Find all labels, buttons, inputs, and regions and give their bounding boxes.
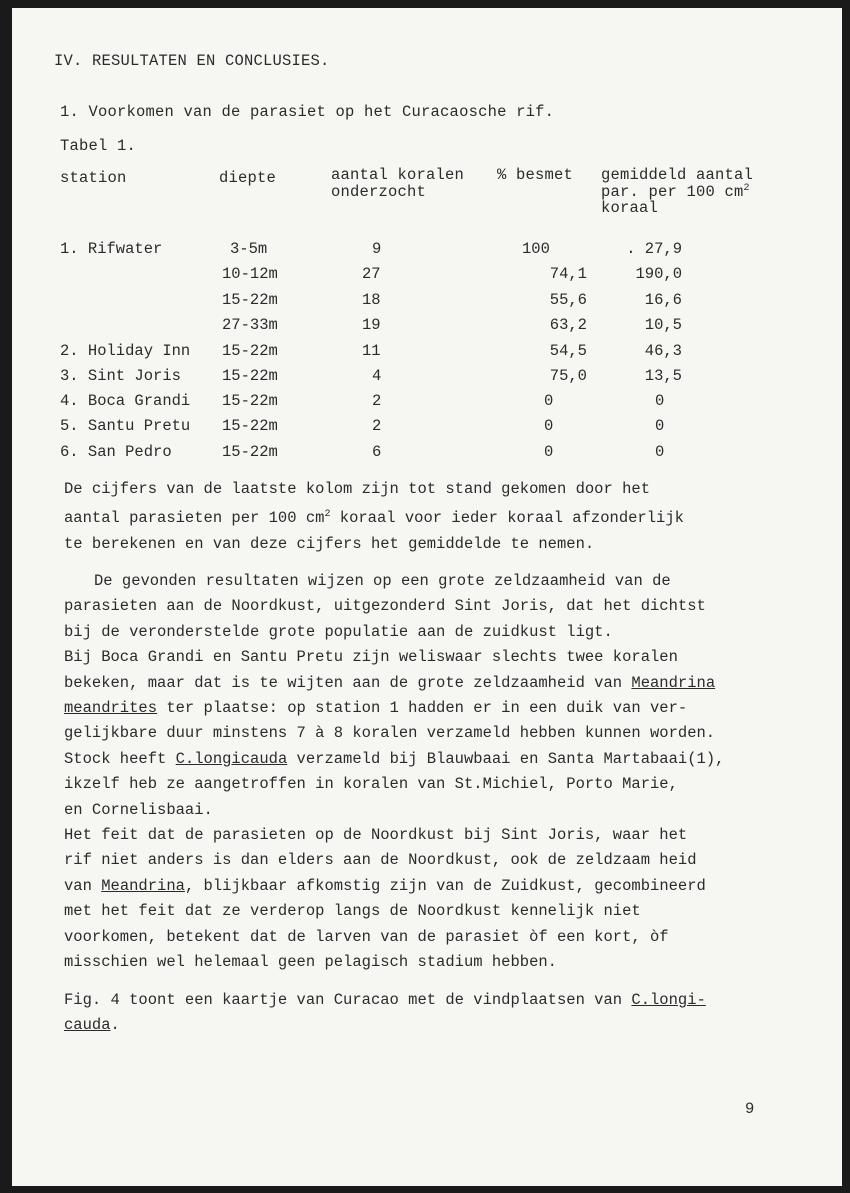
para2-line: parasieten aan de Noordkust, uitgezonderd Sint Joris, dat het dichtst bbox=[64, 597, 706, 616]
para2-line: Stock heeft C.longicauda verzameld bij Blauwbaai en Santa Martabaai(1), bbox=[64, 749, 725, 768]
cell-koralen: 9 bbox=[372, 240, 382, 258]
header-koralen-2: onderzocht bbox=[331, 183, 427, 201]
cell-besmet: 0 bbox=[544, 417, 554, 435]
table-row bbox=[12, 443, 842, 467]
cell-station: 6. San Pedro bbox=[60, 443, 172, 461]
para3-line: Fig. 4 toont een kaartje van Curacao met de vindplaatsen van C.longi- bbox=[64, 991, 706, 1009]
cell-station: 1. Rifwater bbox=[60, 240, 163, 258]
cell-diepte: 15-22m bbox=[222, 342, 278, 360]
cell-diepte: 3-5m bbox=[230, 240, 268, 258]
species-c-longicauda: C.longicauda bbox=[175, 749, 288, 768]
para1-line: aantal parasieten per 100 $cm^2$ koraal voor ieder koraal afzonderlijk bbox=[64, 509, 684, 528]
header-station: station bbox=[60, 169, 127, 187]
cell-station: 3. Sint Joris bbox=[60, 367, 181, 385]
cell-koralen: 27 bbox=[362, 265, 381, 283]
cell-diepte: 27-33m bbox=[222, 316, 278, 334]
cell-besmet: 0 bbox=[544, 443, 554, 461]
table-row bbox=[12, 367, 842, 391]
para2-line: meandrites ter plaatse: op station 1 hadden er in een duik van ver- bbox=[64, 699, 688, 718]
cell-gem: 0 bbox=[655, 392, 665, 410]
table-row bbox=[12, 291, 842, 315]
cell-koralen: 18 bbox=[362, 291, 381, 309]
cell-diepte: 10-12m bbox=[222, 265, 278, 283]
para1-line: te berekenen en van deze cijfers het gemiddelde te nemen. bbox=[64, 534, 595, 553]
para2-line: ikzelf heb ze aangetroffen in koralen van St.Michiel, Porto Marie, bbox=[64, 775, 678, 794]
cell-besmet: 55,6 bbox=[549, 291, 587, 309]
paragraph-2 bbox=[64, 569, 724, 976]
para2-line: bekeken, maar dat is te wijten aan de grote zeldzaamheid van Meandrina bbox=[64, 673, 716, 692]
para2-line: en Cornelisbaai. bbox=[64, 800, 213, 819]
page-number: 9 bbox=[745, 1100, 755, 1118]
paragraph-3 bbox=[64, 988, 706, 1039]
cell-gem: 10,5 bbox=[644, 316, 682, 334]
cell-gem: 0 bbox=[655, 443, 665, 461]
cell-koralen: 2 bbox=[372, 392, 382, 410]
species-c-longicauda: cauda bbox=[64, 1016, 111, 1035]
cell-diepte: 15-22m bbox=[222, 443, 278, 461]
table-row bbox=[12, 342, 842, 366]
para1-line: De cijfers van de laatste kolom zijn tot stand gekomen door het bbox=[64, 480, 650, 498]
para2-line: Het feit dat de parasieten op de Noordkust bij Sint Joris, waar het bbox=[64, 826, 688, 845]
para2-line: van Meandrina, blijkbaar afkomstig zijn van de Zuidkust, gecombineerd bbox=[64, 876, 706, 895]
cell-diepte: 15-22m bbox=[222, 291, 278, 309]
cell-besmet: 0 bbox=[544, 392, 554, 410]
cell-besmet: 100 bbox=[522, 240, 550, 258]
cell-gem: 13,5 bbox=[644, 367, 682, 385]
cell-station: 2. Holiday Inn bbox=[60, 342, 191, 360]
cell-gem: 0 bbox=[655, 417, 665, 435]
para3-line: cauda. bbox=[64, 1016, 120, 1035]
header-gem-3: koraal bbox=[601, 199, 659, 217]
para2-line: met het feit dat ze verderop langs de Noordkust kennelijk niet bbox=[64, 902, 641, 921]
para2-line: gelijkbare duur minstens 7 à 8 koralen verzameld hebben kunnen worden. bbox=[64, 724, 716, 743]
cell-station: 4. Boca Grandi bbox=[60, 392, 191, 410]
table-row bbox=[12, 392, 842, 416]
species-meandrina: Meandrina bbox=[101, 876, 185, 895]
cell-koralen: 19 bbox=[362, 316, 381, 334]
cell-besmet: 75,0 bbox=[549, 367, 587, 385]
header-koralen-1: aantal koralen bbox=[331, 166, 465, 184]
cell-besmet: 74,1 bbox=[549, 265, 587, 283]
cell-gem: 190,0 bbox=[635, 265, 682, 283]
cell-koralen: 2 bbox=[372, 417, 382, 435]
cell-besmet: 54,5 bbox=[549, 342, 587, 360]
para2-line: voorkomen, betekent dat de larven van de parasiet òf een kort, òf bbox=[64, 927, 669, 946]
species-c-longicauda: C.longi- bbox=[631, 991, 706, 1009]
cell-koralen: 11 bbox=[362, 342, 381, 360]
header-diepte: diepte bbox=[219, 169, 277, 187]
cell-diepte: 15-22m bbox=[222, 392, 278, 410]
header-gem-1: gemiddeld aantal bbox=[601, 166, 754, 184]
para2-line: De gevonden resultaten wijzen op een grote zeldzaamheid van de bbox=[94, 572, 671, 590]
para2-line: bij de veronderstelde grote populatie aan de zuidkust ligt. bbox=[64, 622, 613, 641]
table-row bbox=[12, 417, 842, 441]
paragraph-1 bbox=[64, 477, 684, 557]
cell-koralen: 6 bbox=[372, 443, 382, 461]
para2-line: Bij Boca Grandi en Santu Pretu zijn weliswaar slechts twee koralen bbox=[64, 648, 678, 667]
cell-gem: . 27,9 bbox=[626, 240, 682, 258]
table-row bbox=[12, 316, 842, 340]
para2-line: misschien wel helemaal geen pelagisch stadium hebben. bbox=[64, 953, 557, 972]
cell-station: 5. Santu Pretu bbox=[60, 417, 191, 435]
species-meandrina: Meandrina bbox=[631, 673, 716, 692]
cell-diepte: 15-22m bbox=[222, 367, 278, 385]
cell-koralen: 4 bbox=[372, 367, 382, 385]
cell-gem: 16,6 bbox=[644, 291, 682, 309]
header-besmet: % besmet bbox=[497, 166, 574, 184]
para2-line: rif niet anders is dan elders aan de Noordkust, ook de zeldzaam heid bbox=[64, 851, 697, 870]
document-page bbox=[12, 8, 842, 1186]
table-caption: Tabel 1. bbox=[60, 137, 137, 155]
header-gem-2: par. per 100 $cm^2$ bbox=[601, 183, 750, 202]
cell-besmet: 63,2 bbox=[549, 316, 587, 334]
subheading: 1. Voorkomen van de parasiet op het Curacaosche rif. bbox=[60, 103, 555, 121]
table-row bbox=[12, 240, 842, 264]
table-row bbox=[12, 265, 842, 289]
section-heading: IV. RESULTATEN EN CONCLUSIES. bbox=[54, 52, 330, 70]
cell-gem: 46,3 bbox=[644, 342, 682, 360]
species-meandrites: meandrites bbox=[64, 699, 158, 718]
cell-diepte: 15-22m bbox=[222, 417, 278, 435]
